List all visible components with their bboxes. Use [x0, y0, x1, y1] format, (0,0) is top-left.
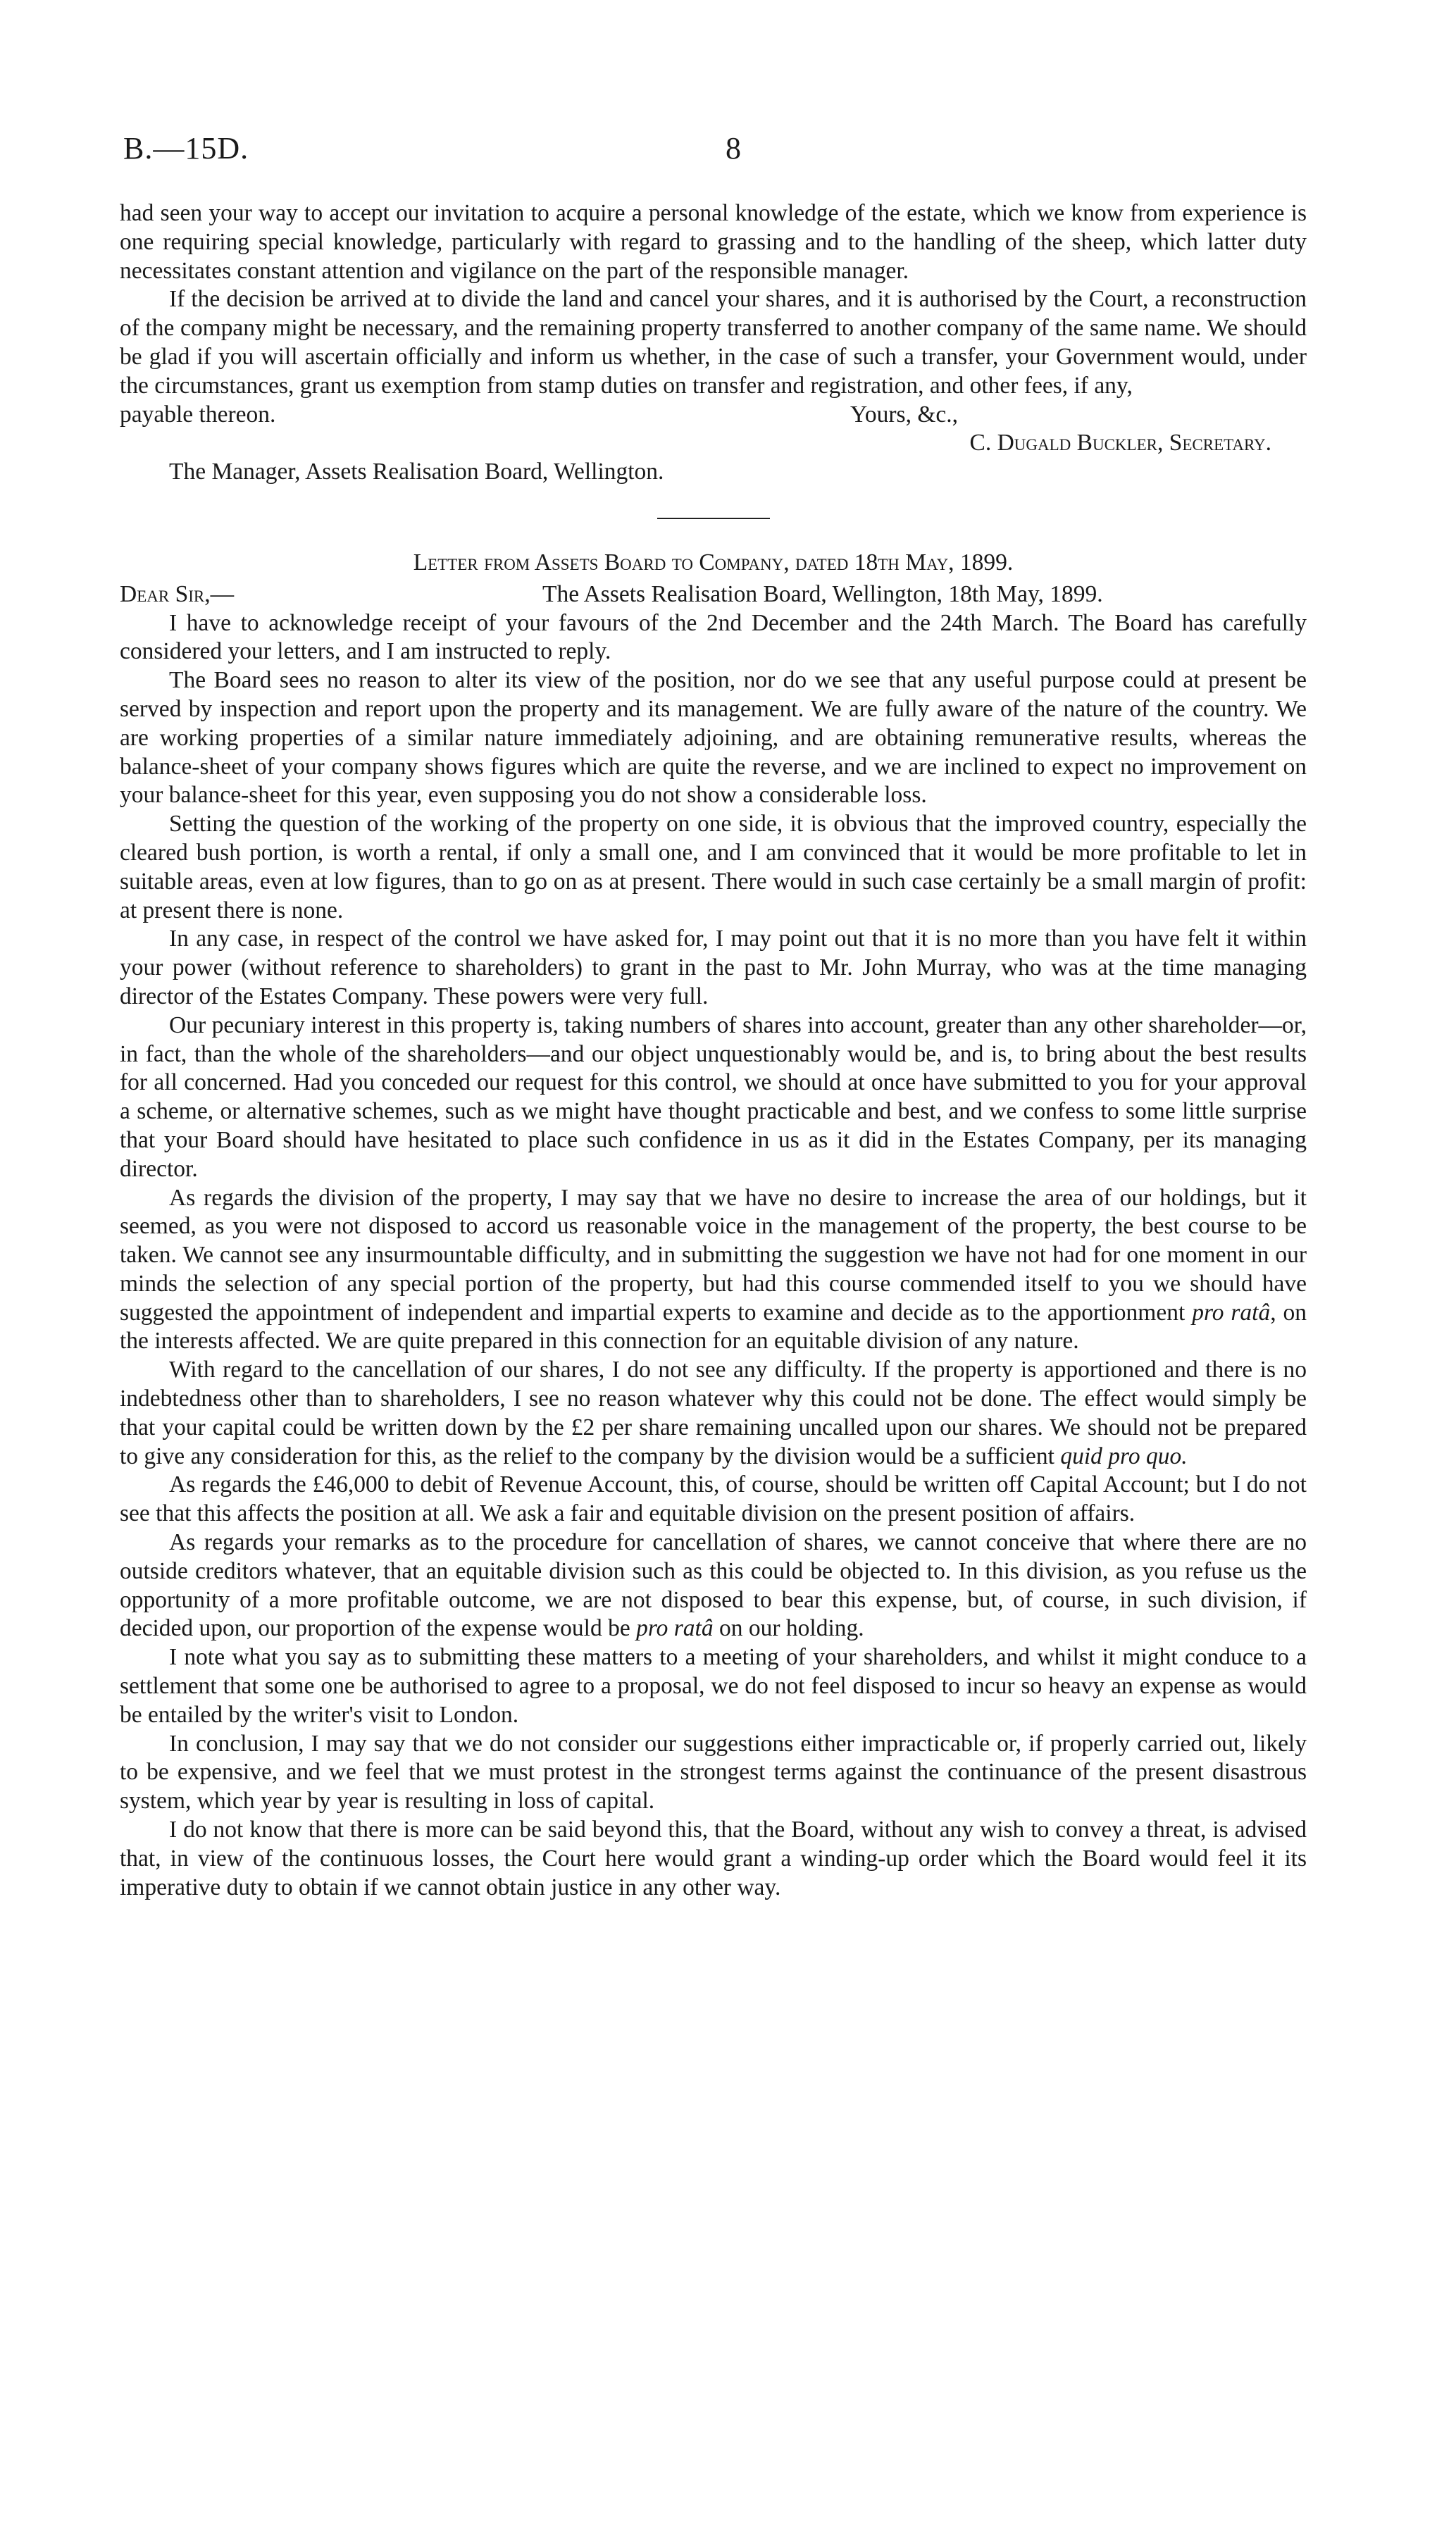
letter-paragraph: The Board sees no reason to alter its view of the position, nor do we see that any useful purpose could at present be served by inspection and report upon the property and its management. We are fully aware of the nature of the country. We are working properties of a similar nature immediately adjoining, and are obtaining remunerative results, whereas the balance-sheet of your company shows figures which are quite the reverse, and we are inclined to expect no improvement on your balance-sheet for this year, even supposing you do not show a considerable loss.	[120, 667, 1307, 809]
signature: C. Dugald Buckler, Secretary.	[969, 430, 1271, 456]
italic-run: pro ratâ	[636, 1615, 714, 1642]
prev-letter-paragraph: If the decision be arrived at to divide the land and cancel your shares, and it is authorised by the Court, a reconstruction of the company might be necessary, and the remaining property transferred to another company of the same name. We should be glad if you will ascertain officially and inform us whether, in the case of such a transfer, your Government would, under the circumstances, grant us exemption from stamp duties on transfer and registration, and other fees, if any,	[120, 286, 1307, 399]
place-date: The Assets Realisation Board, Wellington, 18th May, 1899.	[542, 580, 1103, 607]
addressee: The Manager, Assets Realisation Board, Wellington.	[169, 459, 664, 485]
section-divider	[657, 518, 770, 519]
letter-paragraph: I do not know that there is more can be said beyond this, that the Board, without any wish to convey a threat, is advised that, in view of the continuous losses, the Court here would grant a winding-up order which the Board would feel it its imperative duty to obtain if we cannot obtain justice in any other way.	[120, 1817, 1307, 1900]
text-run: As regards the division of the property, I may say that we have no desire to increase the area of our holdings, but it seemed, as you were not disposed to accord us reasonable voice in the management of the property, the best course to be taken. We cannot see any insurmountable difficulty, and in submitting the suggestion we have not had for one moment in our minds the selection of any special portion of the property, but had this course commended itself to you we should have suggested the appointment of independent and impartial experts to examine and decide as to the apportionment	[120, 1184, 1307, 1326]
text-run: , on the interests affected. We are quite prepared in this connection for an equitable division of any nature.	[120, 1299, 1307, 1355]
letter-paragraph: In any case, in respect of the control we have asked for, I may point out that it is no more than you have felt it within your power (without reference to shareholders) to grant in the past to Mr. John Murray, who was at the time managing director of the Estates Company. These powers were very full.	[120, 926, 1307, 1009]
letter-paragraph: Setting the question of the working of the property on one side, it is obvious that the improved country, especially the cleared bush portion, is worth a rental, if only a small one, and I am convinced that it would be more profitable to let in suitable areas, even at low figures, than to go on as at present. There would in such case certainly be a small margin of profit: at present there is none.	[120, 811, 1307, 923]
salutation-row	[120, 580, 1307, 609]
letter-title: Letter from Assets Board to Company, dated 18th May, 1899.	[413, 549, 1014, 575]
letter-paragraph: In conclusion, I may say that we do not consider our suggestions either impracticable or, if properly carried out, likely to be expensive, and we feel that we must protest in the strongest terms against the continuance of the present disastrous system, which year by year is resulting in loss of capital.	[120, 1730, 1307, 1815]
letter-paragraph: As regards the £46,000 to debit of Revenue Account, this, of course, should be written off Capital Account; but I do not see that this affects the position at all. We ask a fair and equitable division on the present position of affairs.	[120, 1471, 1307, 1527]
text-run: With regard to the cancellation of our shares, I do not see any difficulty. If the property is apportioned and there is no indebtedness other than to shareholders, I see no reason whatever why this could not be done. The effect would simply be that your capital could be written down by the £2 per share remaining uncalled upon our shares. We should not be prepared to give any consideration for this, as the relief to the company by the division would be a sufficient	[120, 1357, 1307, 1469]
italic-run: quid pro quo.	[1060, 1443, 1188, 1469]
page-number: 8	[726, 131, 741, 166]
letter-paragraph	[120, 1356, 1307, 1471]
salutation: Dear Sir,—	[120, 580, 235, 607]
letter-paragraph: Our pecuniary interest in this property is, taking numbers of shares into account, greater than any other shareholder—or, in fact, than the whole of the shareholders—and our object unquestionably would be, and is, to bring about the best results for all concerned. Had you conceded our request for this control, we should at once have submitted to you for your approval a scheme, or alternative schemes, such as we might have thought practicable and best, and we confess to some little surprise that your Board should have hesitated to place such confidence in us as it did in the Estates Company, per its managing director.	[120, 1011, 1307, 1182]
text-run: As regards your remarks as to the procedure for cancellation of shares, we cannot conceive that where there are no outside creditors whatever, that an equitable division such as this could be objected to. In this division, as you refuse us the opportunity of a more profitable outcome, we are not disposed to bear this expense, but, of course, in such division, if decided upon, our proportion of the expense would be	[120, 1529, 1307, 1642]
page-header	[123, 130, 1321, 173]
letter-paragraph	[120, 1529, 1307, 1643]
closing: Yours, &c.,	[850, 401, 958, 428]
closing-row	[120, 401, 1307, 430]
text-run: on our holding.	[718, 1615, 864, 1642]
letter-paragraph	[120, 1184, 1307, 1357]
prev-letter-paragraph: had seen your way to accept our invitation to acquire a personal knowledge of the estate, which we know from experience is one requiring special knowledge, particularly with regard to grassing and to the handling of the sheep, which latter duty necessitates constant attention and vigilance on the part of the responsible manager.	[120, 200, 1307, 284]
document-id: B.—15D.	[123, 131, 249, 166]
letter-paragraph: I note what you say as to submitting these matters to a meeting of your shareholders, and whilst it might conduce to a settlement that some one be authorised to agree to a proposal, we do not feel disposed to incur so heavy an expense as would be entailed by the writer's visit to London.	[120, 1644, 1307, 1728]
italic-run: pro ratâ	[1192, 1299, 1271, 1326]
letter-paragraph: I have to acknowledge receipt of your favours of the 2nd December and the 24th March. The Board has carefully considered your letters, and I am instructed to reply.	[120, 609, 1307, 665]
document-body	[120, 199, 1307, 1902]
prev-letter-paragraph-end: payable thereon.	[120, 401, 276, 428]
